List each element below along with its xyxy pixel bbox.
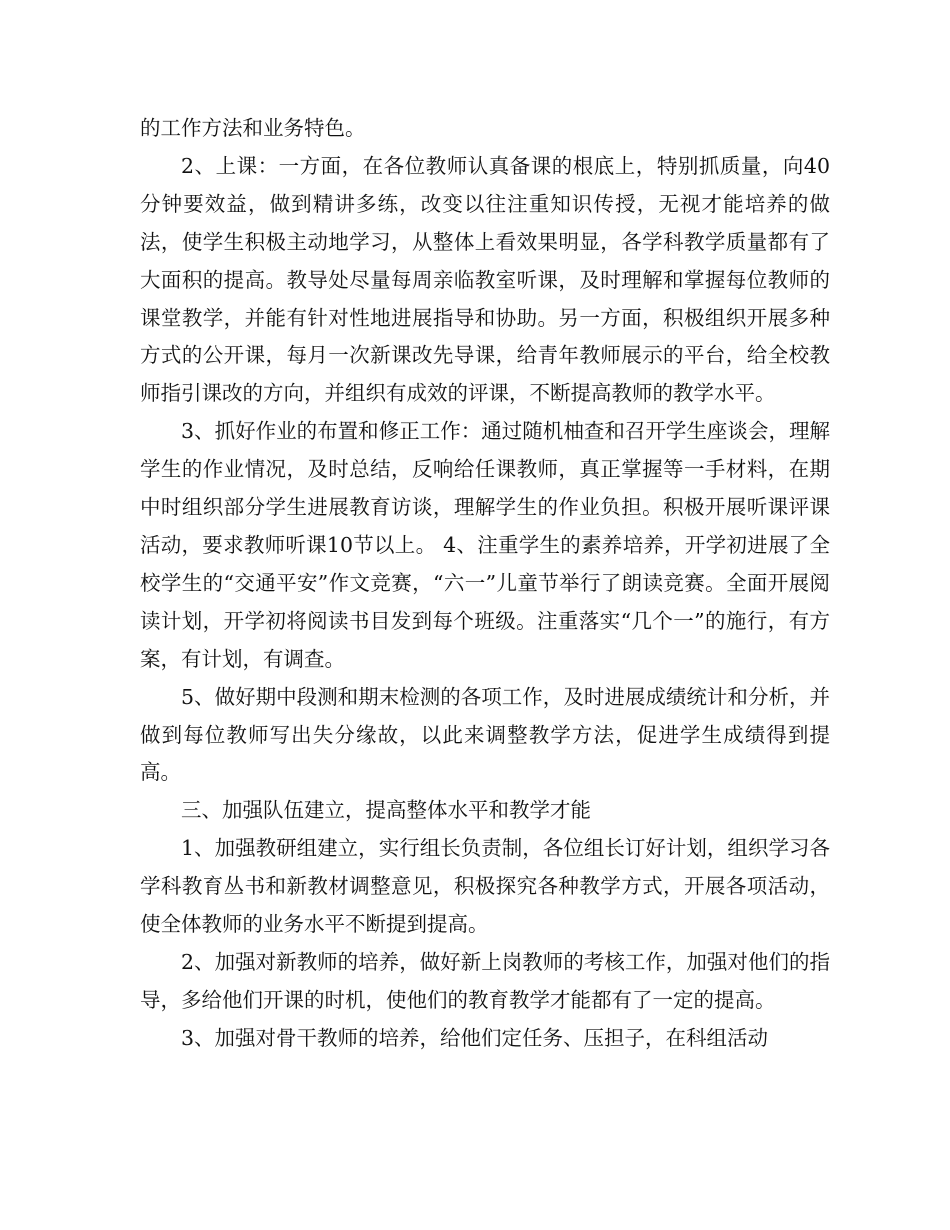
paragraph: 2、上课：一方面，在各位教师认真备课的根底上，特别抓质量，向40分钟要效益，做到精讲多练，改变以往注重知识传授，无视才能培养的做法，使学生积极主动地学习，从整体上看效果明显，各学科教学质量都有了大面积的提高。教导处尽量每周亲临教室听课，及时理解和掌握每位教师的课堂教学，并能有针对性地进展指导和协助。另一方面，积极组织开展多种方式的公开课，每月一次新课改先导课，给青年教师展示的平台，给全校教师指引课改的方向，并组织有成效的评课，不断提高教师的教学水平。 [140,153,830,406]
document-body [140,110,830,1058]
paragraph: 的工作方法和业务特色。 [140,116,366,140]
paragraph: 5、做好期中段测和期末检测的各项工作，及时进展成绩统计和分析，并做到每位教师写出失分缘故，以此来调整教学方法，促进学生成绩得到提高。 [140,684,830,785]
paragraph: 3、抓好作业的布置和修正工作：通过随机柚查和召开学生座谈会，理解学生的作业情况，及时总结，反响给任课教师，真正掌握等一手材料，在期中时组织部分学生进展教育访谈，理解学生的作业负担。积极开展听课评课活动，要求教师听课10节以上。 4、注重学生的素养培养，开学初进展了全校学生的“交通平安”作文竞赛，“六一”儿童节举行了朗读竞赛。全面开展阅读计划，开学初将阅读书目发到每个班级。注重落实“几个一”的施行，有方案，有计划，有调查。 [140,419,830,671]
paragraph: 1、加强教研组建立，实行组长负责制，各位组长订好计划，组织学习各学科教育丛书和新教材调整意见，积极探究各种教学方式，开展各项活动，使全体教师的业务水平不断提到提高。 [140,836,830,937]
section-heading: 三、加强队伍建立，提高整体水平和教学才能 [181,798,591,823]
paragraph: 3、加强对骨干教师的培养，给他们定任务、压担子，在科组活动 [181,1025,769,1050]
paragraph: 2、加强对新教师的培养，做好新上岗教师的考核工作，加强对他们的指导，多给他们开课的时机，使他们的教育教学才能都有了一定的提高。 [140,949,830,1012]
